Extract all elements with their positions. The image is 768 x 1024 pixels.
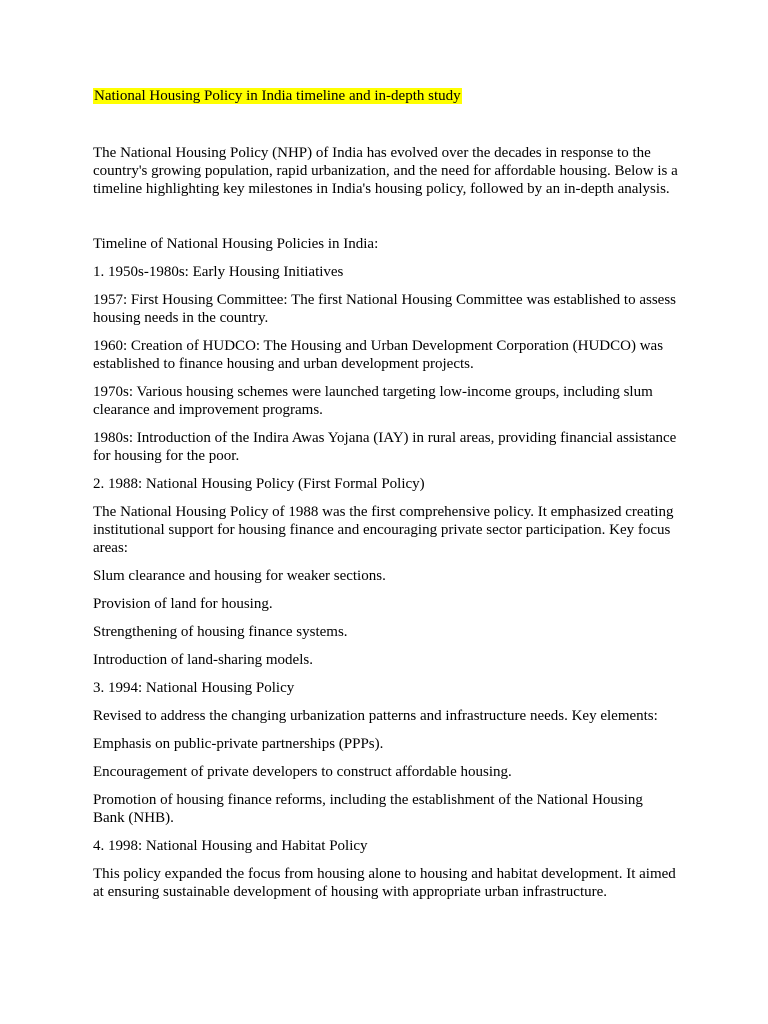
timeline-heading: Timeline of National Housing Policies in India: — [93, 236, 379, 252]
paragraph-1970s: 1970s: Various housing schemes were launched targeting low-income groups, including slum clearance and improvement programs. — [93, 384, 653, 418]
section-heading-early-initiatives: 1. 1950s-1980s: Early Housing Initiatives — [93, 264, 344, 280]
paragraph-1998-description: This policy expanded the focus from housing alone to housing and habitat development. It aimed at ensuring sustainable development of housing with appropriate urban infrastructure. — [93, 866, 676, 900]
list-item: Introduction of land-sharing models. — [93, 652, 313, 668]
list-item: Strengthening of housing finance systems. — [93, 624, 348, 640]
paragraph-1980s: 1980s: Introduction of the Indira Awas Yojana (IAY) in rural areas, providing financial assistance for housing for the poor. — [93, 430, 677, 464]
list-item: Provision of land for housing. — [93, 596, 273, 612]
paragraph-1994-description: Revised to address the changing urbanization patterns and infrastructure needs. Key elements: — [93, 708, 658, 724]
document-title — [93, 87, 678, 107]
list-item: Emphasis on public-private partnerships (PPPs). — [93, 736, 384, 752]
highlighted-title-text: National Housing Policy in India timeline and in-depth study — [94, 88, 461, 104]
paragraph-1988-description: The National Housing Policy of 1988 was the first comprehensive policy. It emphasized creating institutional support for housing finance and encouraging private sector participation. Key focus areas: — [93, 504, 674, 556]
document-body — [93, 87, 678, 911]
section-heading-1998: 4. 1998: National Housing and Habitat Policy — [93, 838, 368, 854]
list-item: Slum clearance and housing for weaker sections. — [93, 568, 386, 584]
paragraph-1960: 1960: Creation of HUDCO: The Housing and Urban Development Corporation (HUDCO) was established to finance housing and urban development projects. — [93, 338, 664, 372]
section-heading-1994: 3. 1994: National Housing Policy — [93, 680, 295, 696]
section-heading-1988: 2. 1988: National Housing Policy (First Formal Policy) — [93, 476, 425, 492]
list-item: Promotion of housing finance reforms, including the establishment of the National Housing Bank (NHB). — [93, 792, 643, 826]
list-item: Encouragement of private developers to construct affordable housing. — [93, 764, 512, 780]
paragraph-1957: 1957: First Housing Committee: The first National Housing Committee was established to assess housing needs in the country. — [93, 292, 677, 326]
intro-paragraph: The National Housing Policy (NHP) of India has evolved over the decades in response to the country's growing population, rapid urbanization, and the need for affordable housing. Below is a timeline highlighting key milestones in India's housing policy, followed by an in-depth analysis. — [93, 145, 678, 197]
